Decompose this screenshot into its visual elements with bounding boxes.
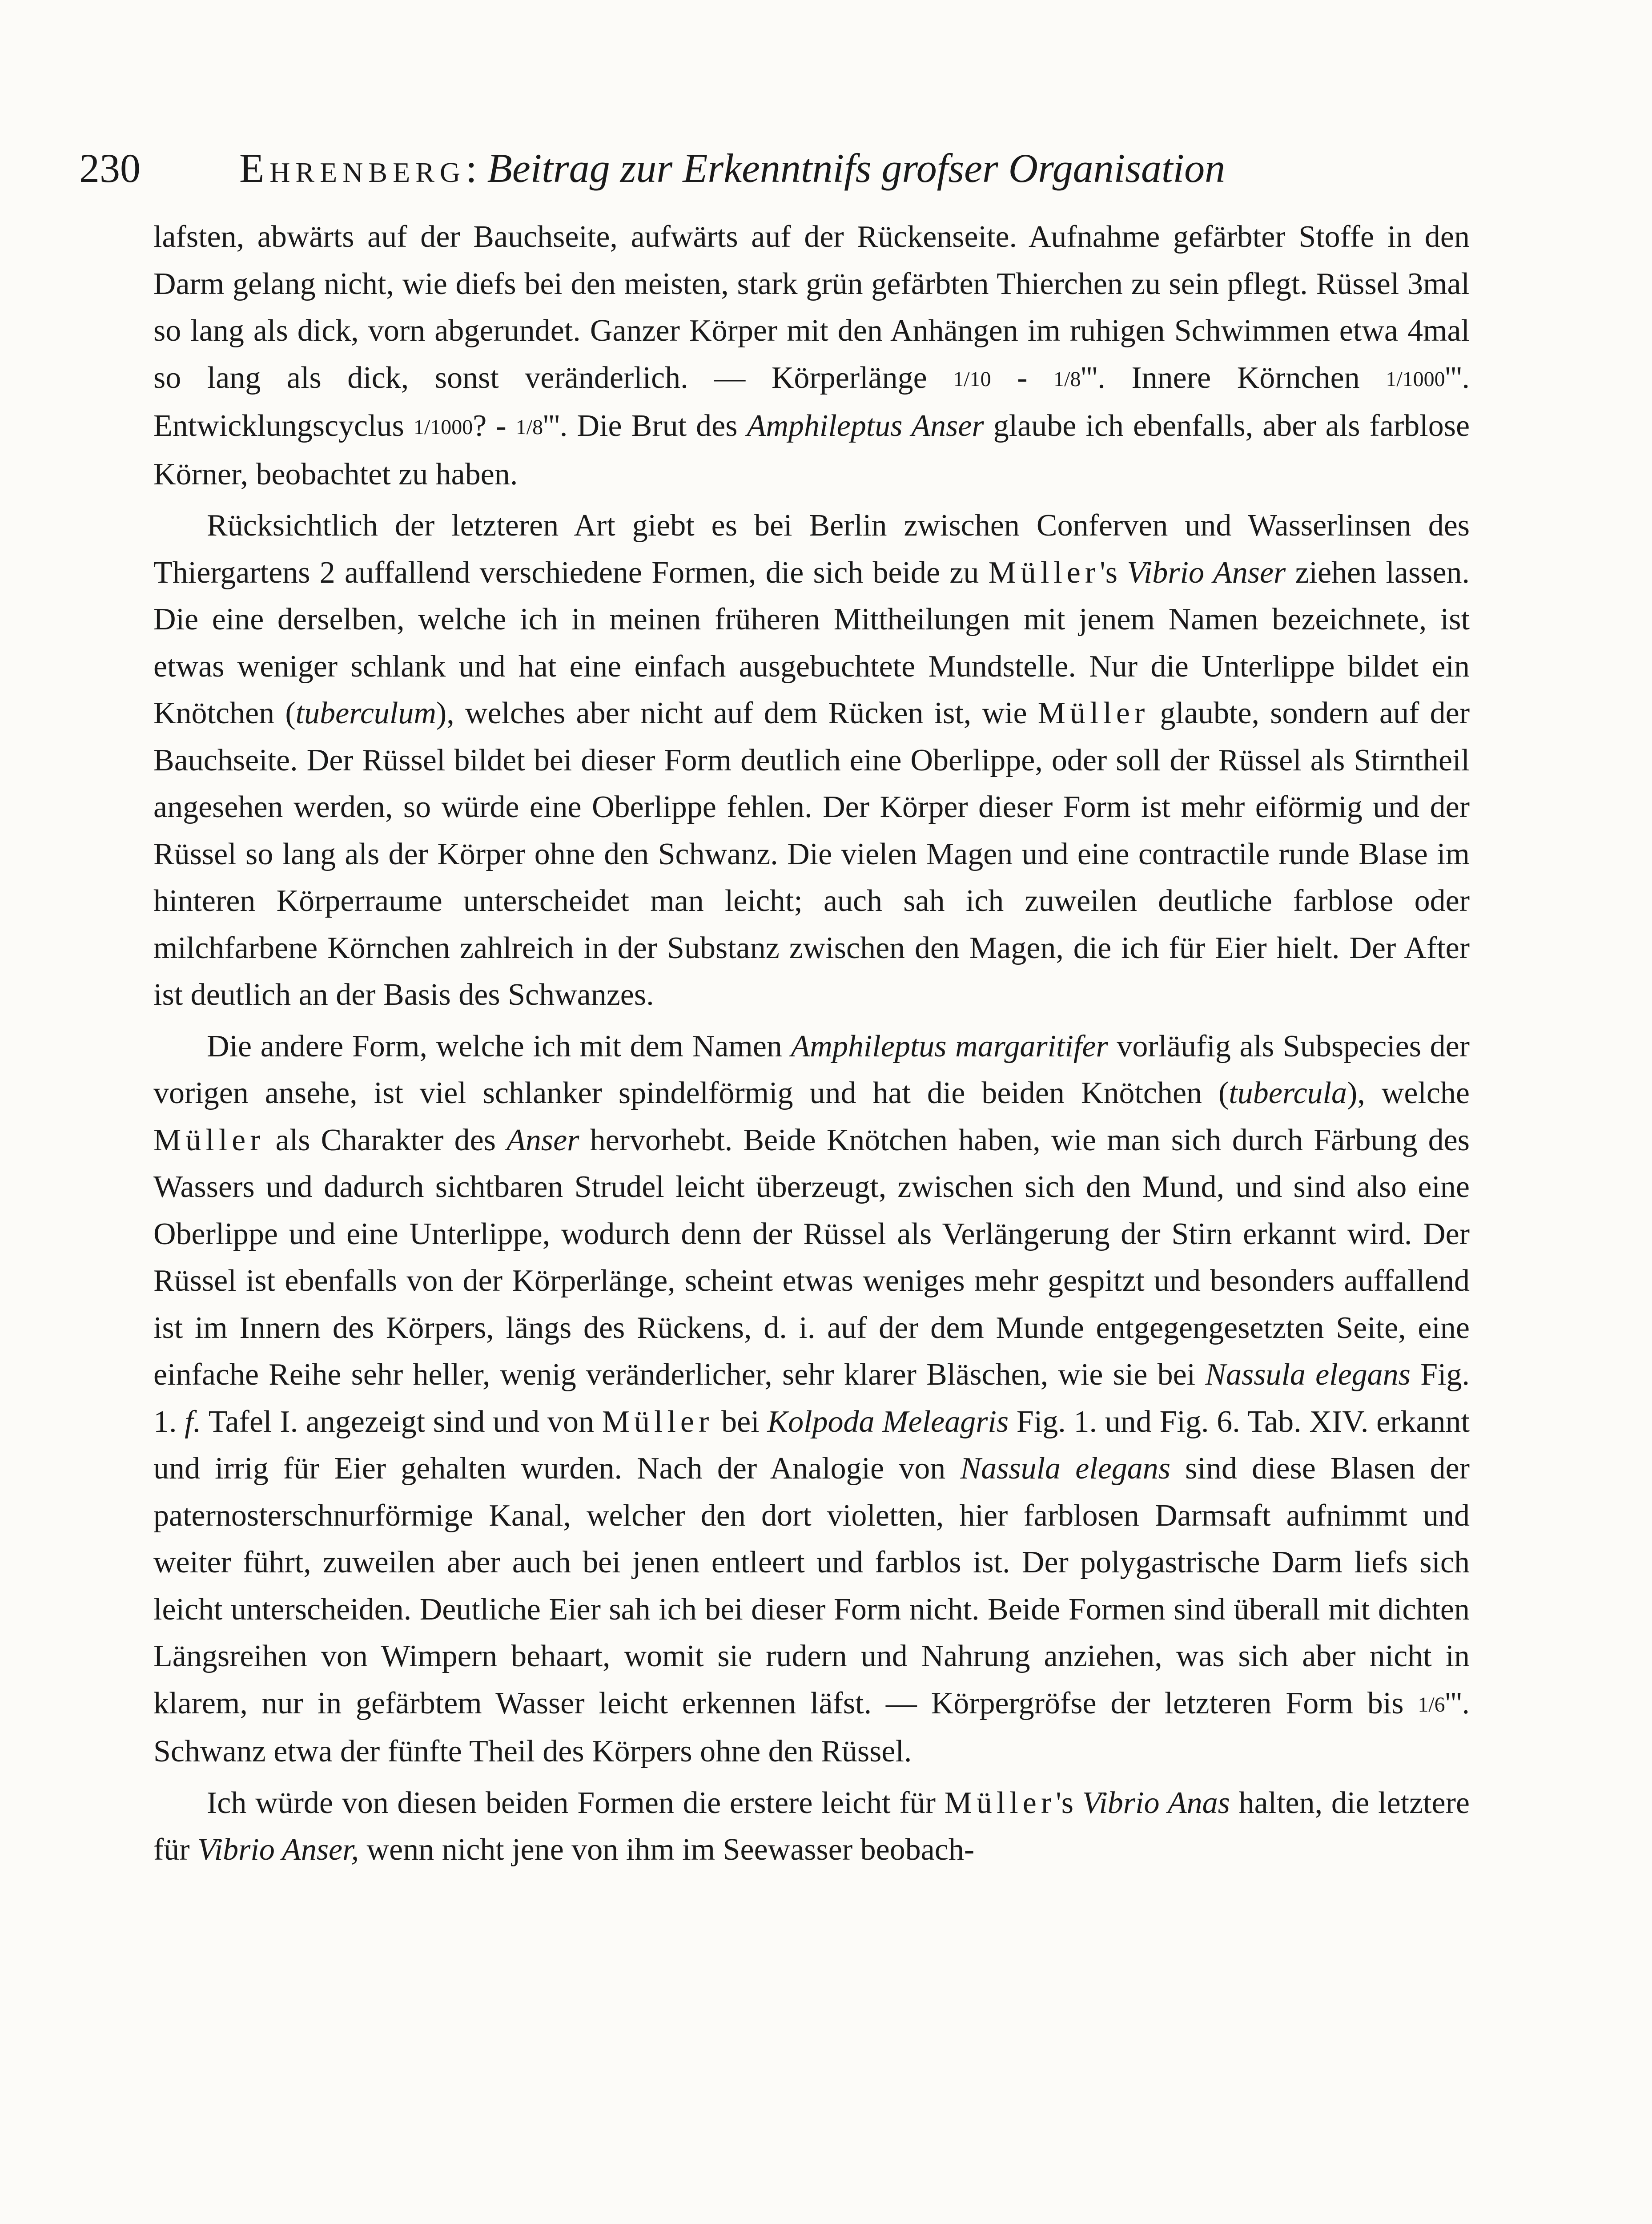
text-run: glaube ich ebenfalls, aber als farblose Körner, beobachtet zu haben.: [153, 409, 1470, 492]
text-run: halten, die letztere für: [153, 1785, 1470, 1867]
text-run: Rücksichtlich der letzteren Art giebt es bei Berlin zwischen Conferven und Wasserlinsen des Thiergartens 2 auffallend verschiedene Formen, die sich beide zu: [153, 508, 1470, 590]
species-name: Amphileptus margaritifer: [791, 1029, 1108, 1064]
text-run: glaubte, sondern auf der Bauchseite. Der Rüssel bildet bei dieser Form deutlich eine Oberlippe, oder soll der Rüssel als Stirntheil angesehen werden, so würde eine Oberlippe fehlen. Der Körper dieser Form ist mehr eiförmig und der Rüssel so lang als der Körper ohne den Schwanz. Die vielen Magen und eine contractile runde Blase im hinteren Körperraume unterscheidet man leicht; auch sah ich zuweilen deutliche farblose oder milchfarbene Körnchen zahlreich in der Substanz zwischen den Magen, die ich für Eier hielt. Der After ist deutlich an der Basis des Schwanzes.: [153, 696, 1470, 1012]
paragraph-4: [153, 1780, 1470, 1873]
text-run: 's: [1056, 1785, 1082, 1820]
text-run: '''. Entwicklungscyclus: [153, 360, 1470, 443]
latin-term: tubercula: [1229, 1076, 1347, 1110]
text-run: '''. Schwanz etwa der fünfte Theil des Körpers ohne den Rüssel.: [153, 1686, 1470, 1769]
species-name: Nassula elegans: [960, 1451, 1171, 1486]
author-name: Müller: [944, 1785, 1056, 1820]
text-run: ), welches aber nicht auf dem Rücken ist, wie: [436, 696, 1038, 730]
header-title: Beitrag zur Erkenntnifs grofser Organisation: [487, 145, 1226, 191]
text-run: als Charakter des: [265, 1123, 507, 1157]
text-run: ), welche: [1347, 1076, 1470, 1110]
text-run: vorläufig als Subspecies der vorigen ansehe, ist viel schlanker spindelförmig und hat die beiden Knötchen (: [153, 1029, 1470, 1110]
text-run: '''. Die Brut des: [543, 409, 747, 443]
text-run: wenn nicht jene von ihm im Seewasser beobach-: [359, 1833, 975, 1867]
author-name: Müller: [988, 555, 1100, 590]
text-run: -: [991, 360, 1054, 395]
text-run: 's: [1100, 555, 1127, 590]
species-name: Amphileptus Anser: [747, 409, 984, 443]
text-run: lafsten, abwärts auf der Bauchseite, aufwärts auf der Rückenseite. Aufnahme gefärbter Stoffe in den Darm gelang nicht, wie diefs bei den meisten, stark grün gefärbten Thierchen zu sein pflegt. Rüssel 3mal so lang als dick, vorn abgerundet. Ganzer Körper mit den Anhängen im ruhigen Schwimmen etwa 4mal so lang als dick, sonst veränderlich. — Körperlänge: [153, 220, 1470, 395]
text-run: Fig. 1. und Fig. 6. Tab. XIV. erkannt und irrig für Eier gehalten wurden. Nach der Analogie von: [153, 1404, 1470, 1486]
fraction: 1/8: [515, 415, 543, 439]
author-name: Müller: [602, 1404, 714, 1439]
author-name: Müller: [1037, 696, 1150, 730]
species-name: Nassula elegans: [1205, 1358, 1411, 1392]
running-header: [79, 141, 1467, 195]
header-author: Ehrenberg: [239, 145, 466, 191]
fraction: 1/6: [1418, 1692, 1445, 1716]
species-name: Kolpoda Meleagris: [767, 1404, 1009, 1439]
page-number: 230: [79, 145, 141, 191]
latin-term: tuberculum: [295, 696, 436, 730]
text-run: sind diese Blasen der paternosterschnurförmige Kanal, welcher den dort violetten, hier farblosen Darmsaft aufnimmt und weiter führt, zuweilen aber auch bei jenen entleert und farblos ist. Der polygastrische Darm liefs sich leicht unterscheiden. Deutliche Eier sah ich bei dieser Form nicht. Beide Formen sind überall mit dichten Längsreihen von Wimpern behaart, womit sie rudern und Nahrung anziehen, was sich aber nicht in klarem, nur in gefärbtem Wasser leicht erkennen läfst. — Körpergröfse der letzteren Form bis: [153, 1451, 1470, 1720]
text-run: '''. Innere Körnchen: [1081, 360, 1386, 395]
text-run: ziehen lassen. Die eine derselben, welche ich in meinen früheren Mittheilungen mit jenem Namen bezeichnete, ist etwas weniger schlank und hat eine einfach ausgebuchtete Mundstelle. Nur die Unterlippe bildet ein Knötchen (: [153, 555, 1470, 730]
header-separator: :: [466, 145, 477, 191]
text-run: bei: [713, 1404, 768, 1439]
text-run: hervorhebt. Beide Knötchen haben, wie man sich durch Färbung des Wassers und dadurch sichtbaren Strudel leicht überzeugt, zwischen sich den Mund, und sind also eine Oberlippe und eine Unterlippe, wodurch denn der Rüssel als Verlängerung der Stirn erkannt wird. Der Rüssel ist ebenfalls von der Körperlänge, scheint etwas weniges mehr gespitzt und besonders auffallend ist im Innern des Körpers, längs des Rückens, d. i. auf der dem Munde entgegengesetzten Seite, eine einfache Reihe sehr heller, wenig veränderlicher, sehr klarer Bläschen, wie sie bei: [153, 1123, 1470, 1392]
paragraph-3: [153, 1023, 1470, 1775]
main-text: [153, 214, 1470, 1873]
text-run: ? -: [473, 409, 516, 443]
paragraph-2: [153, 502, 1470, 1019]
species-name: Vibrio Anser,: [197, 1833, 359, 1867]
text-run: Ich würde von diesen beiden Formen die erstere leicht für: [207, 1785, 945, 1820]
paragraph-1: [153, 214, 1470, 498]
fraction: 1/1000: [1386, 367, 1445, 391]
author-name: Müller: [153, 1123, 265, 1157]
text-run: Die andere Form, welche ich mit dem Namen: [207, 1029, 791, 1064]
figure-letter: f.: [185, 1404, 201, 1439]
species-name: Vibrio Anas: [1082, 1785, 1230, 1820]
species-name: Vibrio Anser: [1127, 555, 1286, 590]
text-run: Fig. 1.: [153, 1358, 1470, 1439]
fraction: 1/1000: [413, 415, 473, 439]
species-name: Anser: [506, 1123, 579, 1157]
fraction: 1/10: [953, 367, 991, 391]
fraction: 1/8: [1053, 367, 1081, 391]
text-run: Tafel I. angezeigt sind und von: [201, 1404, 602, 1439]
